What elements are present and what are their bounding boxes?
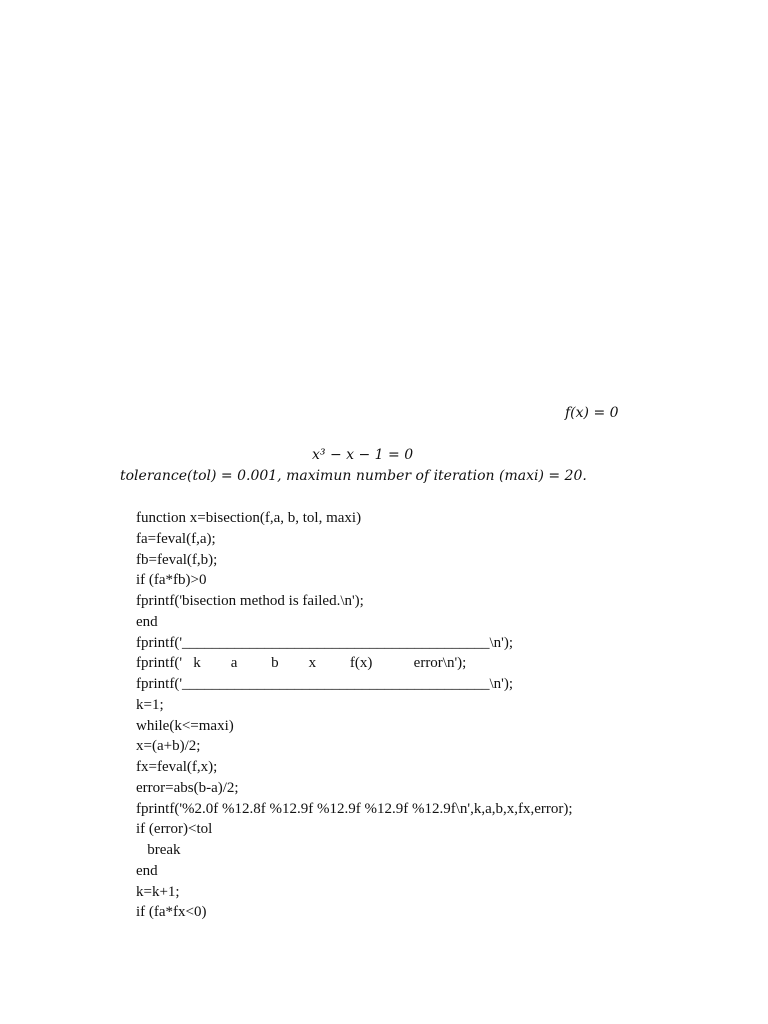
code-line: fprintf('_________________________________________\n'); [136, 676, 514, 692]
code-line: fprintf('_________________________________________\n'); [136, 634, 514, 651]
code-line: error=abs(b-a)/2; [136, 779, 239, 796]
code-line: if (fa*fb)>0 [136, 572, 207, 589]
code-line: fb=feval(f,b); [136, 551, 218, 568]
code-line: if (fa*fx<0) [136, 904, 207, 921]
equation-tolerance-parameters: tolerance(tol) = 0.001, maximun number of iteration (maxi) = 20. [120, 468, 587, 484]
code-line: fprintf('bisection method is failed.\n'); [136, 593, 364, 609]
equation-f-of-x: f(x) = 0 [565, 405, 619, 421]
code-block [136, 508, 573, 923]
code-line: k=1; [136, 696, 164, 713]
code-line: fx=feval(f,x); [136, 759, 218, 775]
code-line: end [136, 862, 158, 879]
code-line: function x=bisection(f,a, b, tol, maxi) [136, 510, 362, 526]
code-line: fprintf(' k a b x f(x) error\n'); [136, 655, 467, 672]
equation-cubic: x³ − x − 1 = 0 [312, 447, 414, 463]
code-line: if (error)<tol [136, 821, 213, 838]
code-line: break [136, 842, 181, 858]
code-line: fprintf('%2.0f %12.8f %12.9f %12.9f %12.9f %12.9f\n',k,a,b,x,fx,error); [136, 800, 573, 817]
code-line: fa=feval(f,a); [136, 530, 216, 547]
code-line: k=k+1; [136, 883, 180, 900]
code-line: end [136, 613, 158, 630]
code-line: while(k<=maxi) [136, 717, 234, 734]
code-line: x=(a+b)/2; [136, 738, 201, 755]
